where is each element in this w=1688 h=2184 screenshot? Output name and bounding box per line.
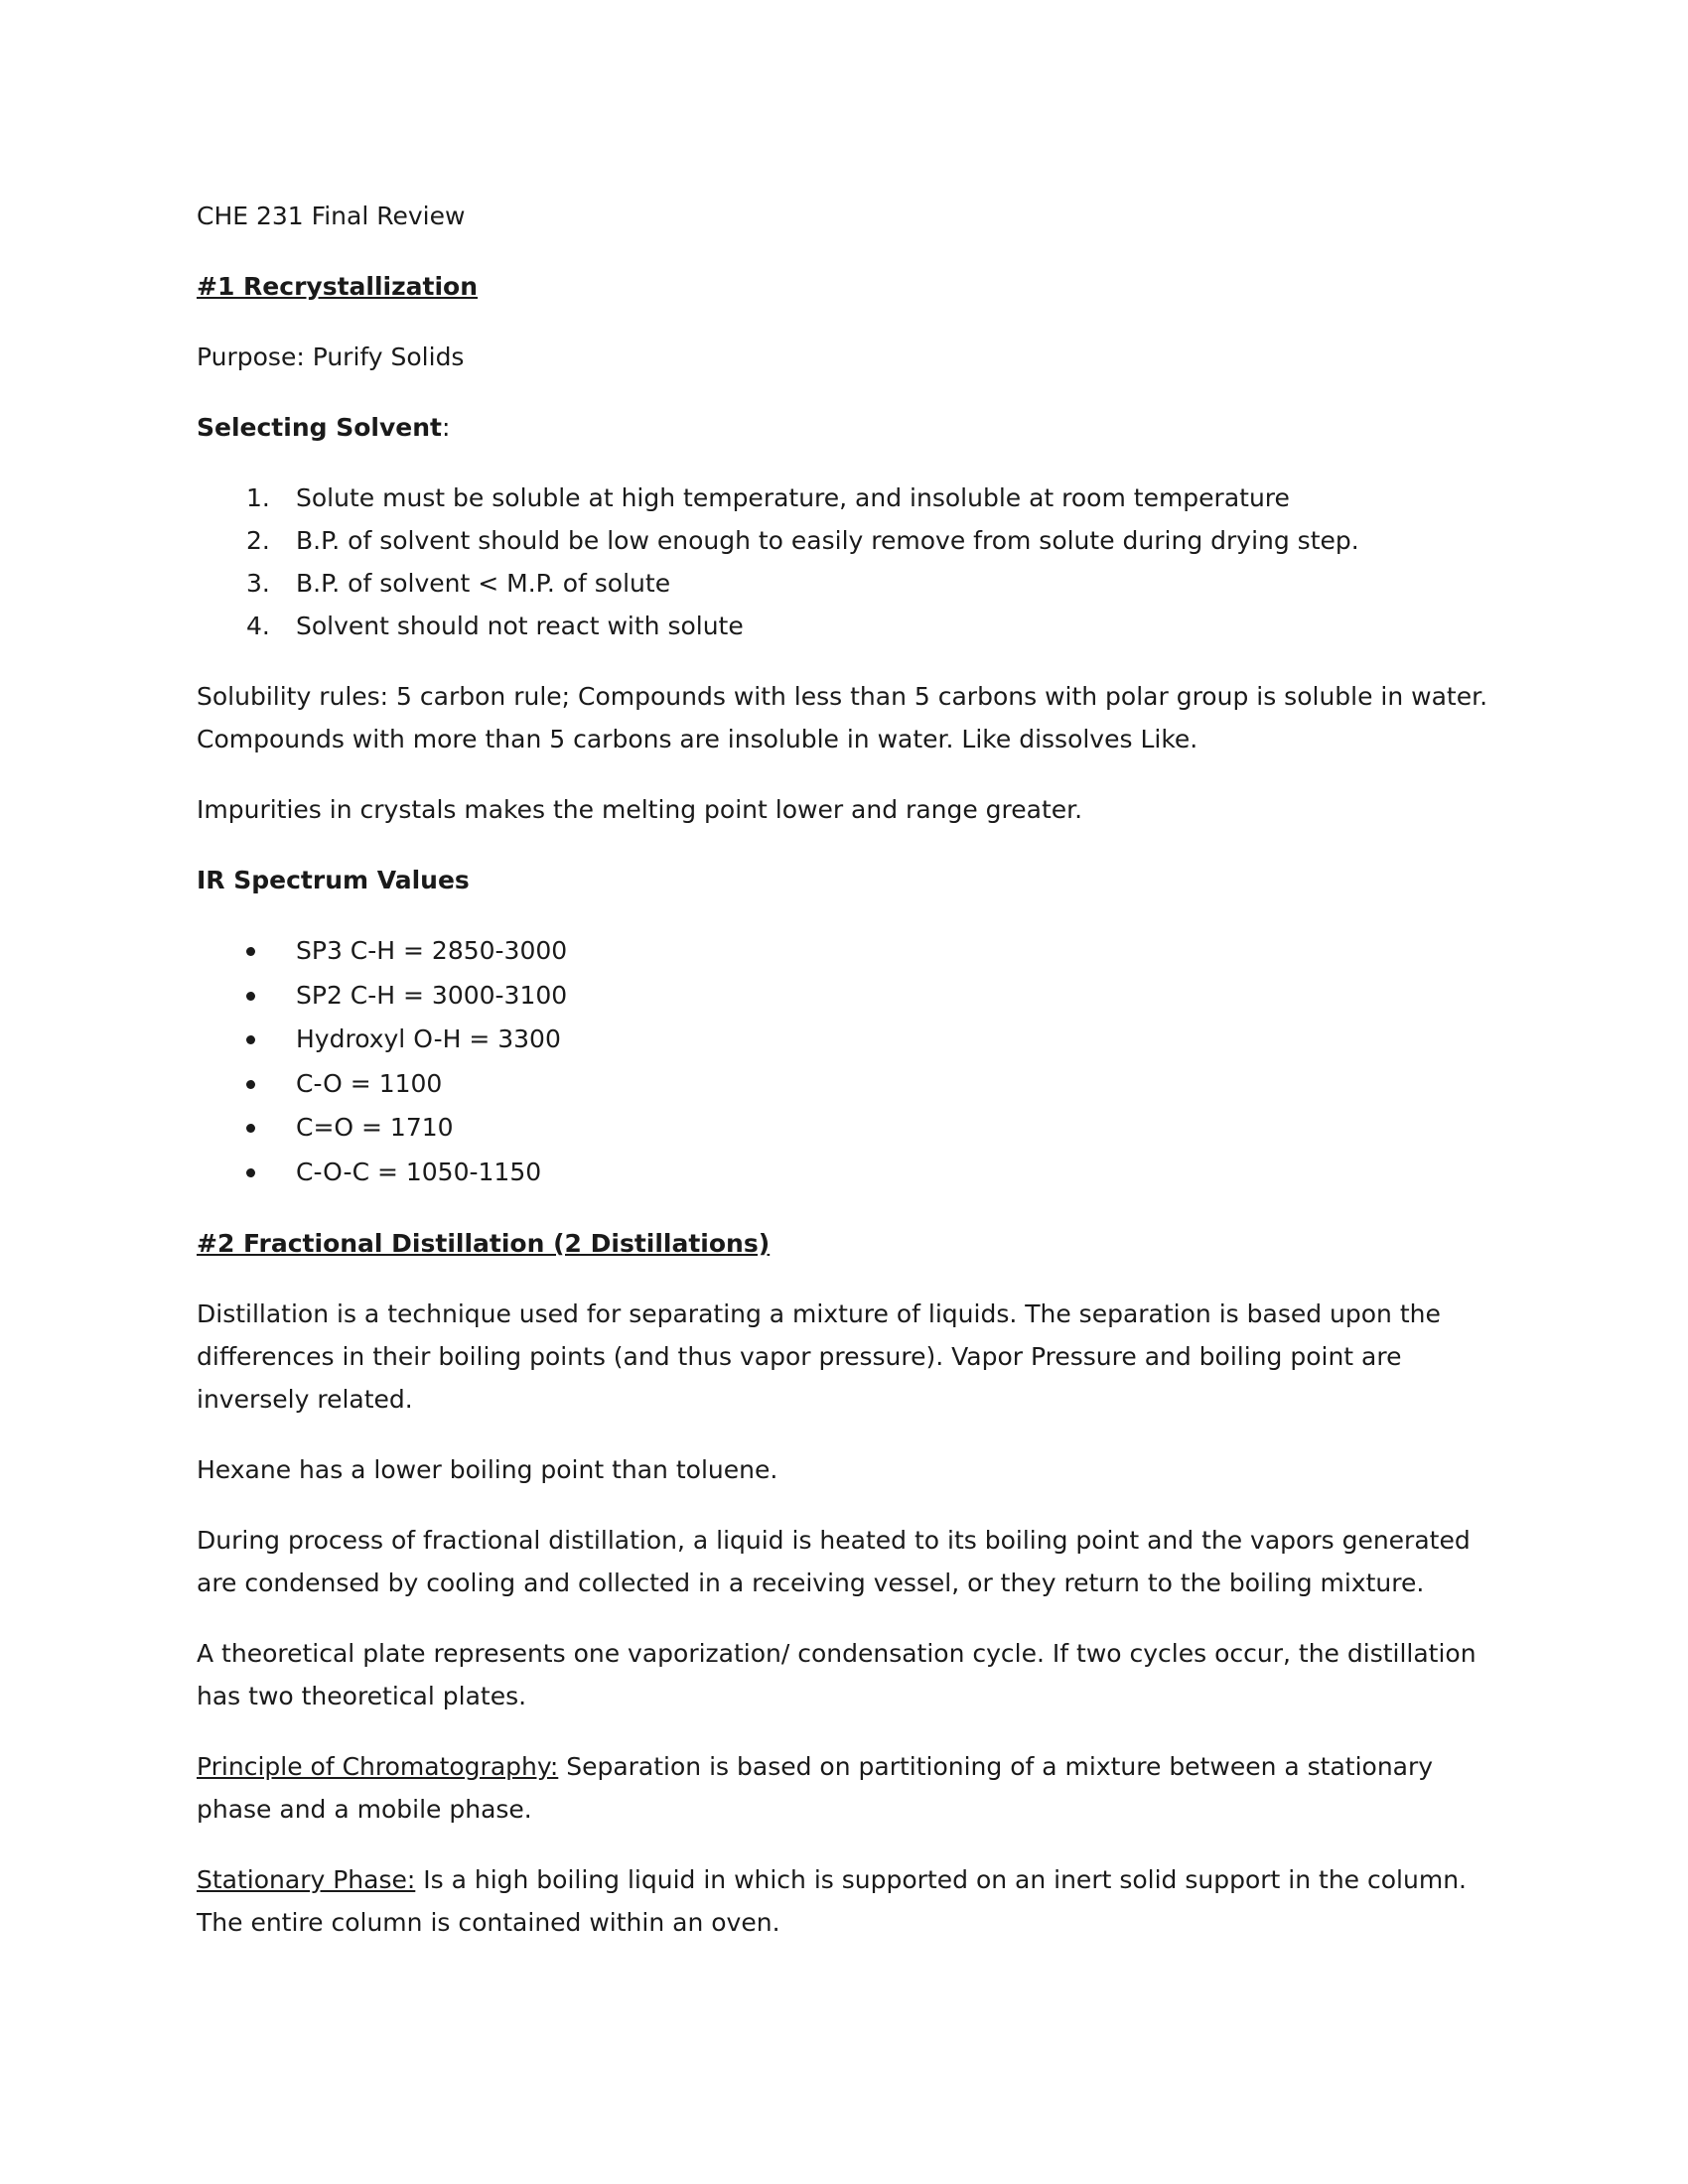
list-item-text: C=O = 1710 <box>296 1113 454 1142</box>
list-item-text: B.P. of solvent < M.P. of solute <box>296 569 671 598</box>
hexane-text: Hexane has a lower boiling point than toluene. <box>197 1455 778 1484</box>
solubility-rules-text: Solubility rules: 5 carbon rule; Compounds with less than 5 carbons with polar group is soluble in water. Compounds with more than 5 carbons are insoluble in water. Like dissolves Like. <box>197 682 1488 753</box>
list-item-text: C-O = 1100 <box>296 1068 443 1098</box>
document-page <box>197 195 1507 1972</box>
stationary-phase-label: Stationary Phase: <box>197 1865 416 1894</box>
ir-spectrum-heading: IR Spectrum Values <box>197 866 470 894</box>
bullet-icon <box>246 1080 255 1089</box>
list-item <box>197 974 1507 1019</box>
theoretical-plate-text: A theoretical plate represents one vaporization/ condensation cycle. If two cycles occur, the distillation has two theoretical plates. <box>197 1639 1477 1710</box>
list-item <box>197 1106 1507 1151</box>
bullet-icon <box>246 1035 255 1044</box>
list-item-text: Solute must be soluble at high temperature, and insoluble at room temperature <box>296 483 1290 512</box>
list-number: 3. <box>246 569 270 598</box>
section-heading-recrystallization: #1 Recrystallization <box>197 272 479 301</box>
list-item <box>197 1062 1507 1107</box>
process-text: During process of fractional distillation, a liquid is heated to its boiling point and the vapors generated are condensed by cooling and collected in a receiving vessel, or they return to the boiling mixture. <box>197 1526 1471 1597</box>
bullet-icon <box>246 992 255 1001</box>
solvent-rules-list <box>197 477 1507 647</box>
list-number: 1. <box>246 483 270 512</box>
selecting-solvent-label: Selecting Solvent <box>197 413 442 442</box>
list-item-text: SP2 C-H = 3000-3100 <box>296 980 568 1010</box>
list-item <box>197 562 1507 605</box>
list-item <box>197 1018 1507 1062</box>
list-item-text: C-O-C = 1050-1150 <box>296 1157 542 1186</box>
impurities-text: Impurities in crystals makes the melting point lower and range greater. <box>197 795 1083 824</box>
purpose-text: Purpose: Purify Solids <box>197 342 465 371</box>
selecting-solvent-colon: : <box>441 413 451 442</box>
list-item-text: Hydroxyl O-H = 3300 <box>296 1024 561 1053</box>
selecting-solvent-heading <box>197 406 1507 449</box>
list-item <box>197 1151 1507 1195</box>
list-item <box>197 477 1507 519</box>
list-item-text: B.P. of solvent should be low enough to easily remove from solute during drying step. <box>296 526 1359 555</box>
chromatography-label: Principle of Chromatography: <box>197 1752 559 1781</box>
bullet-icon <box>246 1168 255 1177</box>
stationary-phase-paragraph <box>197 1858 1507 1944</box>
chromatography-paragraph <box>197 1745 1507 1831</box>
list-item <box>197 519 1507 562</box>
section-heading-fractional-distillation: #2 Fractional Distillation (2 Distillations) <box>197 1229 771 1258</box>
stationary-phase-text: Is a high boiling liquid in which is supported on an inert solid support in the column. The entire column is contained within an oven. <box>197 1865 1467 1937</box>
list-item-text: Solvent should not react with solute <box>296 612 744 640</box>
bullet-icon <box>246 1124 255 1133</box>
bullet-icon <box>246 947 255 956</box>
list-item <box>197 605 1507 647</box>
list-number: 4. <box>246 612 270 640</box>
distillation-text: Distillation is a technique used for separating a mixture of liquids. The separation is based upon the differences in their boiling points (and thus vapor pressure). Vapor Pressure and boiling point are inversely related. <box>197 1299 1441 1414</box>
list-item <box>197 929 1507 974</box>
chromatography-text: Separation is based on partitioning of a mixture between a stationary phase and a mobile phase. <box>197 1752 1434 1824</box>
ir-values-list <box>197 929 1507 1194</box>
list-number: 2. <box>246 526 270 555</box>
document-title: CHE 231 Final Review <box>197 202 466 230</box>
list-item-text: SP3 C-H = 2850-3000 <box>296 936 568 965</box>
